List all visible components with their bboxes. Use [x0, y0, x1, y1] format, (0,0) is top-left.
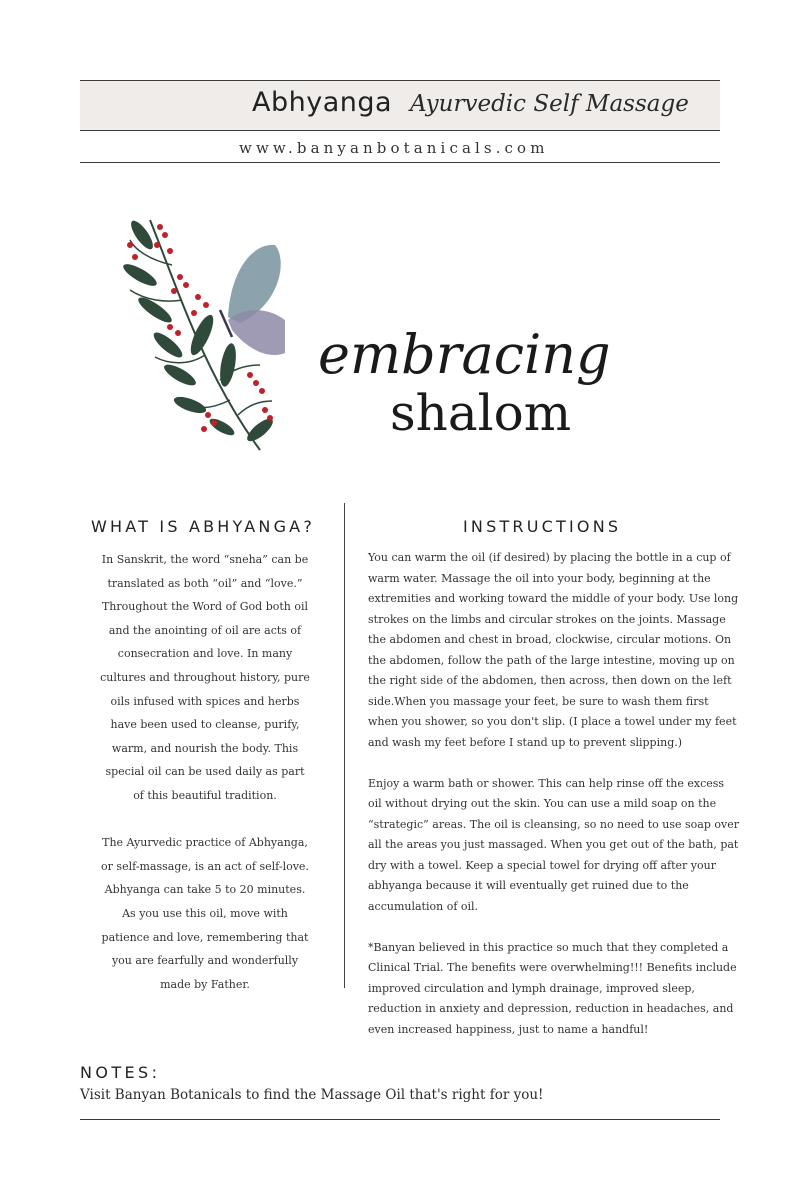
right-column-heading: INSTRUCTIONS	[463, 517, 622, 536]
website-url: www.banyanbotanicals.com	[239, 139, 549, 157]
header-bottom-rule	[80, 162, 720, 163]
notes-text: Visit Banyan Botanicals to find the Massage Oil that's right for you!	[80, 1087, 544, 1103]
right-column-body	[368, 548, 740, 1040]
page-subtitle: Ayurvedic Self Massage	[410, 91, 689, 117]
butterfly-on-berry-branch-icon	[110, 205, 285, 460]
left-column-body	[100, 548, 310, 996]
footer-rule	[80, 1119, 720, 1120]
page-title: Abhyanga	[252, 87, 393, 118]
notes-heading: NOTES:	[80, 1063, 161, 1082]
instruction-paragraph: Enjoy a warm bath or shower. This can help rinse off the excess oil without drying out the skin. You can use a mild soap on the “strategic” areas. The oil is cleansing, so no need to use soap over all the areas you just massaged. When you get out of the bath, pat dry with a towel. Keep a special towel for drying off after your abhyanga because it will eventually get ruined due to the accumulation of oil.	[368, 776, 740, 913]
column-divider	[344, 503, 345, 988]
left-paragraph: In Sanskrit, the word “sneha” can be translated as both “oil” and “love.” Throughout the Word of God both oil and the anointing of oil are acts of consecration and love. In many cultures and throughout history, pure oils infused with spices and herbs have been used to cleanse, purify, warm, and nourish the body. This special oil can be used daily as part of this beautiful tradition.	[100, 553, 310, 802]
logo-line-embracing: embracing	[318, 323, 611, 386]
instruction-paragraph: You can warm the oil (if desired) by placing the bottle in a cup of warm water. Massage the oil into your body, beginning at the extremities and working toward the middle of your body. Use long strokes on the limbs and circular strokes on the joints. Massage the abdomen and chest in broad, clockwise, circular motions. On the abdomen, follow the path of the large intestine, moving up on the right side of the abdomen, then across, then down on the left side.When you massage your feet, be sure to wash them first when you shower, so you don't slip. (I place a towel under my feet and wash my feet before I stand up to prevent slipping.)	[368, 551, 739, 749]
left-column-heading: WHAT IS ABHYANGA?	[91, 517, 316, 536]
logo-line-shalom: shalom	[390, 384, 572, 442]
left-paragraph: The Ayurvedic practice of Abhyanga, or self-massage, is an act of self-love. Abhyanga can take 5 to 20 minutes. As you use this oil, move with patience and love, remembering that you are fearfully and wonderfully made by Father.	[101, 836, 309, 991]
instruction-paragraph: *Banyan believed in this practice so much that they completed a Clinical Trial. The benefits were overwhelming!!! Benefits include improved circulation and lymph drainage, improved sleep, reduction in anxiety and depression, reduction in headaches, and even increased happiness, just to name a handful!	[368, 940, 737, 1036]
embracing-shalom-logo	[310, 318, 670, 448]
